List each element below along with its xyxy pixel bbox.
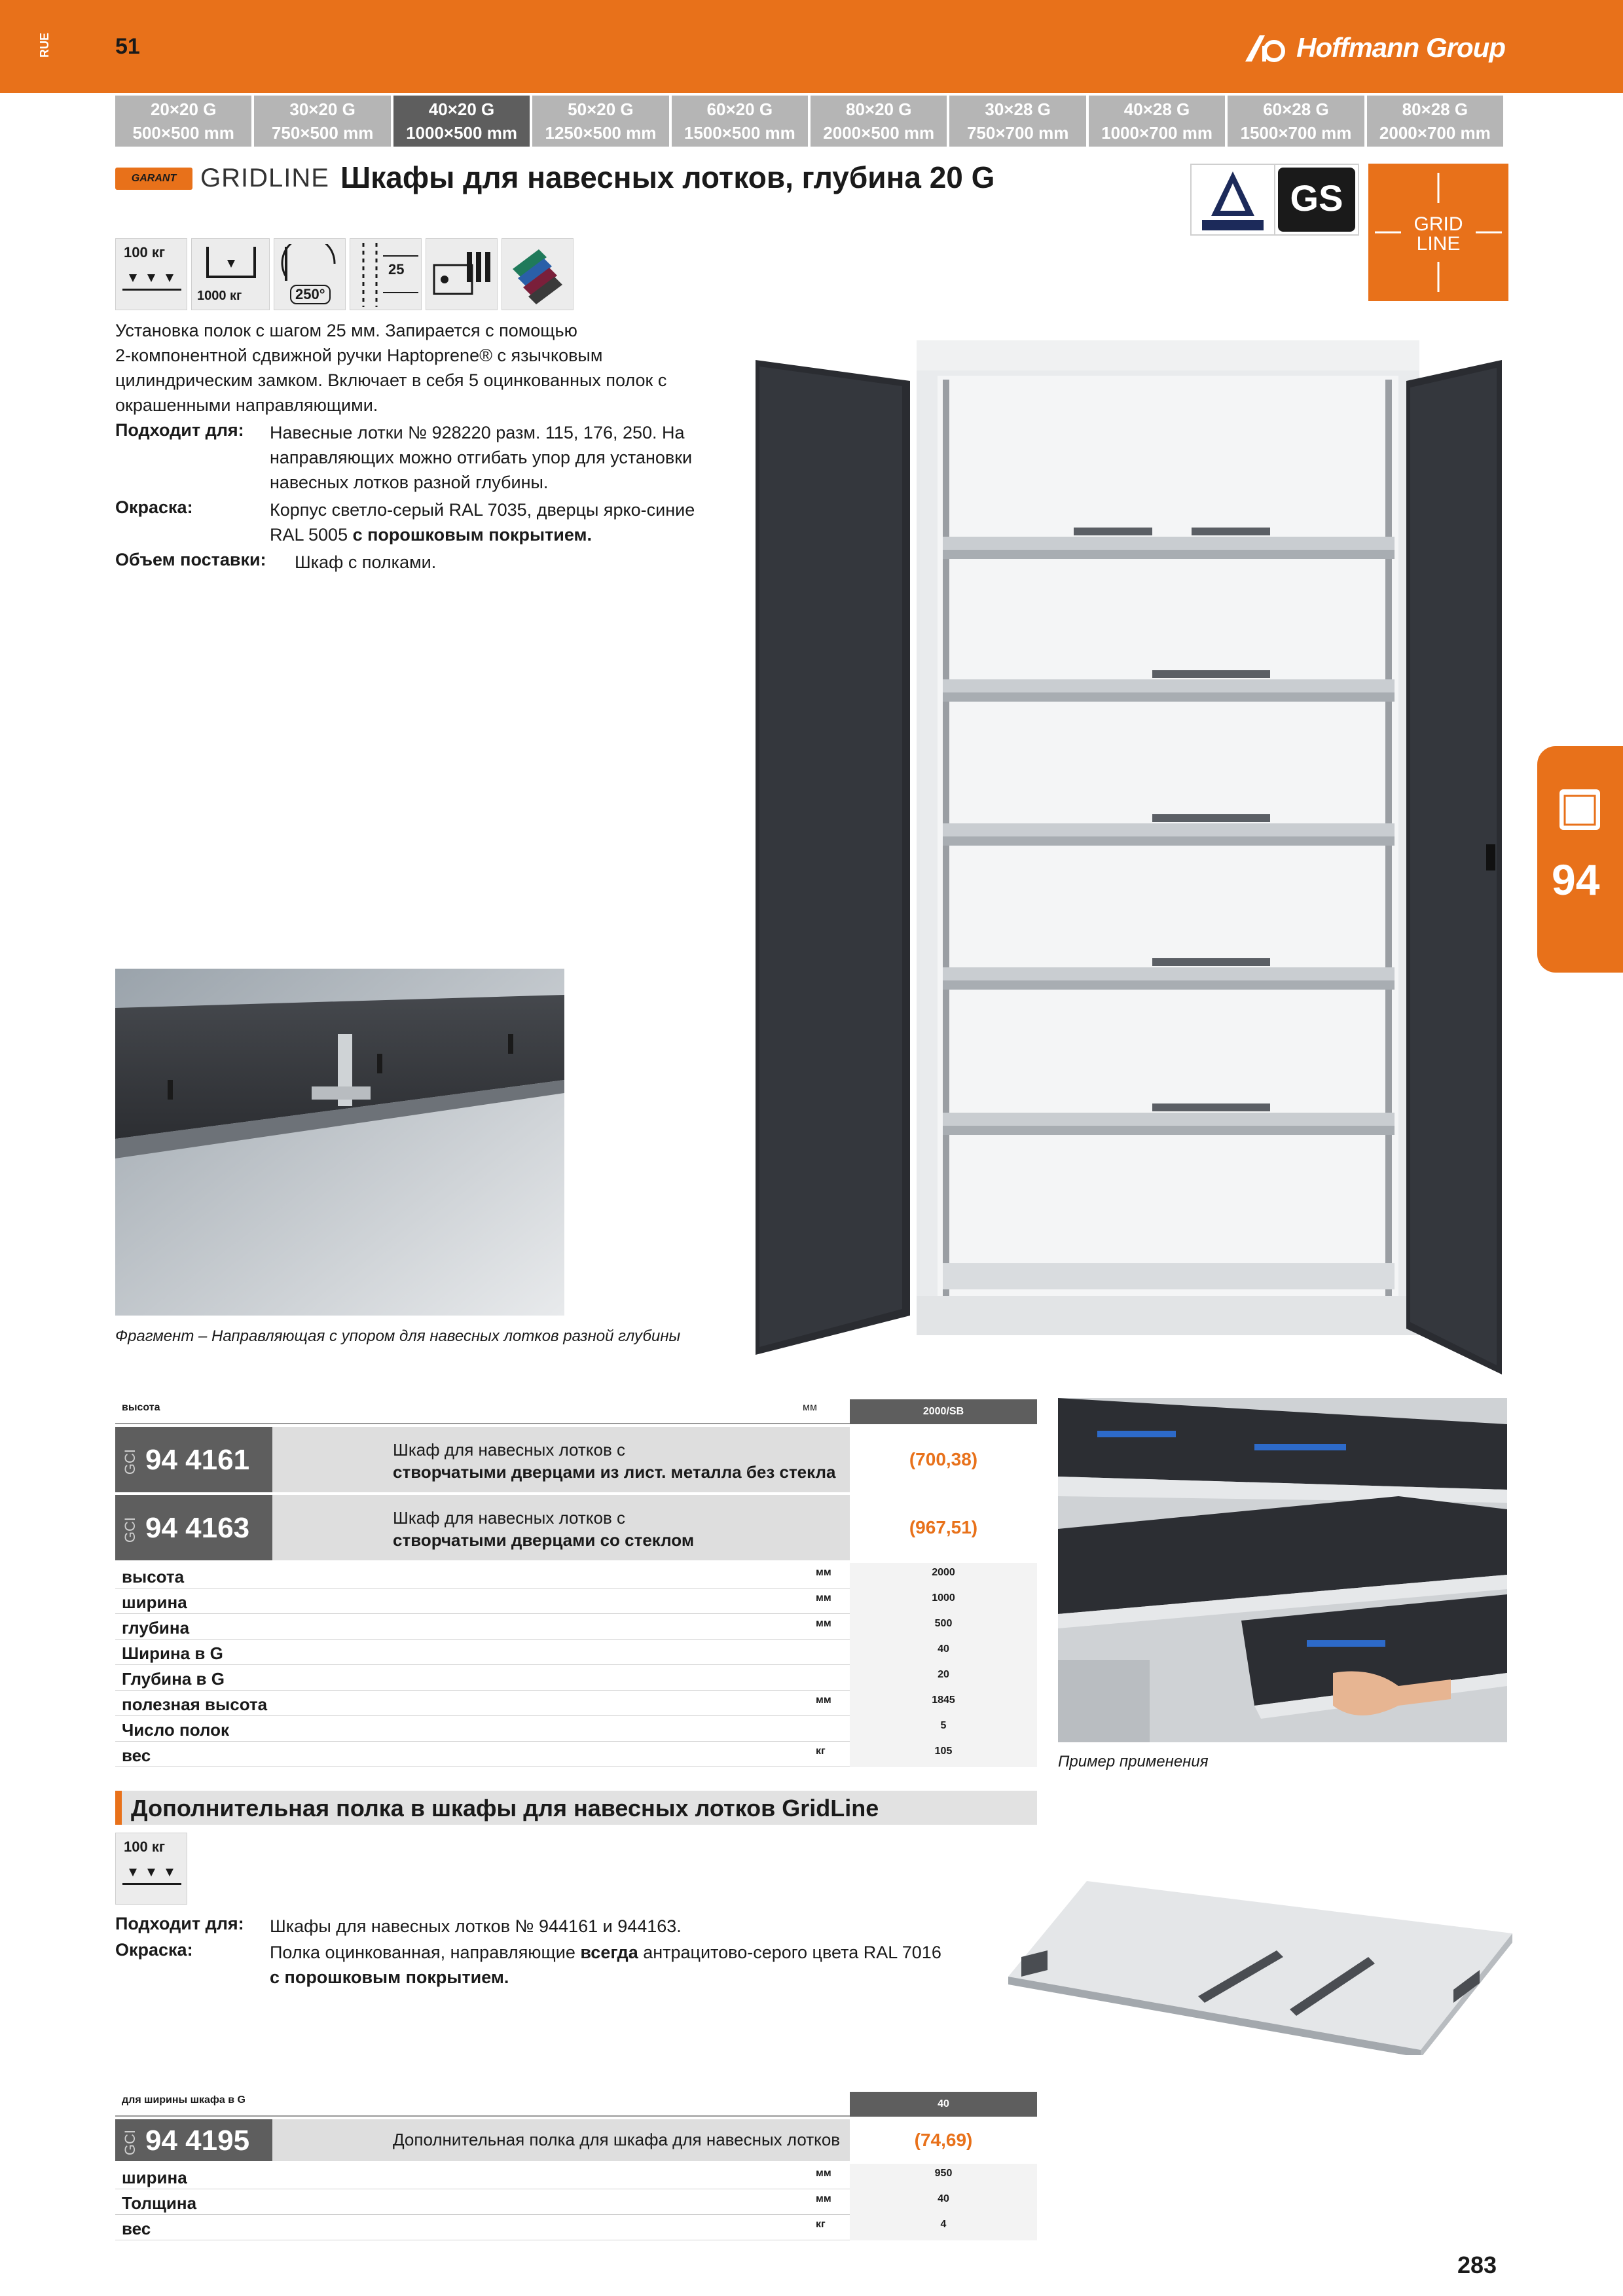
attribute-row: полезная высота мм 1845 <box>115 1691 1037 1716</box>
door-angle-icon: 250° <box>274 238 346 310</box>
section2-title: Дополнительная полка в шкафы для навесных лотков GridLine <box>115 1791 1037 1825</box>
product-row-944161[interactable]: GCI 94 4161 Шкаф для навесных лотков с створчатыми дверцами из лист. металла без стекла (700,38) <box>115 1427 1037 1492</box>
hoffmann-logo-icon <box>1243 33 1288 63</box>
application-caption: Пример применения <box>1058 1753 1209 1770</box>
size-tab-5[interactable]: 80×20 G 2000×500 mm <box>811 96 947 147</box>
size-tab-6[interactable]: 30×28 G 750×700 mm <box>949 96 1085 147</box>
s2-paint-value: Полка оцинкованная, направляющие всегда антрацитово-серого цвета RAL 7016 с порошковым покрытием. <box>270 1943 941 1987</box>
page-number: 283 <box>1457 2251 1497 2278</box>
paint-value: Корпус светло-серый RAL 7035, дверцы ярко-синие RAL 5005 с порошковым покрытием. <box>270 500 695 545</box>
detail-photo <box>115 969 564 1316</box>
attribute-row: ширина мм 950 <box>115 2164 1037 2189</box>
shelf-photo <box>1002 1872 1512 2055</box>
attribute-row: Ширина в G 40 <box>115 1640 1037 1665</box>
language-code: RUE <box>38 33 51 58</box>
gridline-brand: GRIDLINE <box>200 164 329 192</box>
attribute-row: вес кг 105 <box>115 1742 1037 1767</box>
lock-key-icon <box>426 238 498 310</box>
attribute-row: Толщина мм 40 <box>115 2189 1037 2215</box>
s2-paint-label: Окраска: <box>115 1940 193 1960</box>
s2-fits-label: Подходит для: <box>115 1914 244 1933</box>
total-load-icon: 1000 кг <box>191 238 270 310</box>
s2-fits-value: Шкафы для навесных лотков № 944161 и 944163. <box>270 1916 682 1936</box>
gridline-logo <box>1368 164 1508 301</box>
product-price: (74,69) <box>914 2130 973 2150</box>
size-tab-3[interactable]: 50×20 G 1250×500 mm <box>532 96 668 147</box>
size-tab-1[interactable]: 30×20 G 750×500 mm <box>254 96 390 147</box>
detail-caption: Фрагмент – Направляющая с упором для навесных лотков разной глубины <box>115 1327 681 1345</box>
garant-badge: GARANT <box>115 168 192 190</box>
gs-cert-icon <box>1274 164 1359 236</box>
tuv-cert-icon <box>1190 164 1275 236</box>
section-number: 51 <box>115 34 140 59</box>
load-per-shelf-icon: 100 кг <box>115 1833 187 1905</box>
product-row-944163[interactable]: GCI 94 4163 Шкаф для навесных лотков с створчатыми дверцами со стеклом (967,51) <box>115 1495 1037 1560</box>
hoffmann-logo <box>1243 31 1505 64</box>
product-code: 94 4163 <box>145 1512 250 1544</box>
size-tab-9[interactable]: 80×28 G 2000×700 mm <box>1367 96 1503 147</box>
product-code: 94 4161 <box>145 1444 250 1476</box>
size-tabs <box>115 96 1503 147</box>
table1-header: высота мм 2000/SB <box>115 1399 1037 1424</box>
size-tab-7[interactable]: 40×28 G 1000×700 mm <box>1089 96 1225 147</box>
size-tab-0[interactable]: 20×20 G 500×500 mm <box>115 96 251 147</box>
chapter-number: 94 <box>1552 855 1600 904</box>
size-tab-8[interactable]: 60×28 G 1500×700 mm <box>1228 96 1364 147</box>
paint-label: Окраска: <box>115 497 193 517</box>
product-row-944195[interactable]: GCI 94 4195 Дополнительная полка для шкафа для навесных лотков (74,69) <box>115 2119 1037 2161</box>
svg-text:GS: GS <box>1290 177 1343 219</box>
pictograms <box>115 238 574 310</box>
page-title: Шкафы для навесных лотков, глубина 20 G <box>340 160 995 194</box>
brand-line <box>115 164 329 193</box>
shelf-step-icon: 25 <box>350 238 422 310</box>
product-price: (700,38) <box>909 1449 978 1469</box>
product-code: 94 4195 <box>145 2125 250 2157</box>
attribute-row: Число полок 5 <box>115 1716 1037 1742</box>
cabinet-icon <box>1557 787 1603 833</box>
scope-label: Объем поставки: <box>115 550 266 569</box>
product-price: (967,51) <box>909 1517 978 1537</box>
load-per-shelf-icon: 100 кг <box>115 238 187 310</box>
attribute-row: ширина мм 1000 <box>115 1588 1037 1614</box>
table2-header: для ширины шкафа в G 40 <box>115 2092 1037 2117</box>
application-photo <box>1058 1398 1507 1742</box>
attribute-row: вес кг 4 <box>115 2215 1037 2240</box>
gridline-logo-text: GRID LINE <box>1413 213 1463 255</box>
attribute-row: глубина мм 500 <box>115 1614 1037 1640</box>
cabinet-photo <box>746 334 1506 1374</box>
fits-value: Навесные лотки № 928220 разм. 115, 176, 250. На направляющих можно отгибать упор для установки навесных лотков разной глубины. <box>270 423 693 492</box>
size-tab-2[interactable]: 40×20 G 1000×500 mm <box>393 96 530 147</box>
product-description: Установка полок с шагом 25 мм. Запирается с помощью 2-компонентной сдвижной ручки Haptoprene® с язычковым цилиндрическим замком. Включает в себя 5 оцинкованных полок с окрашенными направляющими. <box>115 321 667 415</box>
scope-value: Шкаф с полками. <box>295 552 437 572</box>
logo-text: Hoffmann Group <box>1296 32 1505 63</box>
attribute-row: высота мм 2000 <box>115 1563 1037 1588</box>
color-options-icon <box>501 238 574 310</box>
size-tab-4[interactable]: 60×20 G 1500×500 mm <box>672 96 808 147</box>
fits-label: Подходит для: <box>115 420 244 440</box>
attribute-row: Глубина в G 20 <box>115 1665 1037 1691</box>
